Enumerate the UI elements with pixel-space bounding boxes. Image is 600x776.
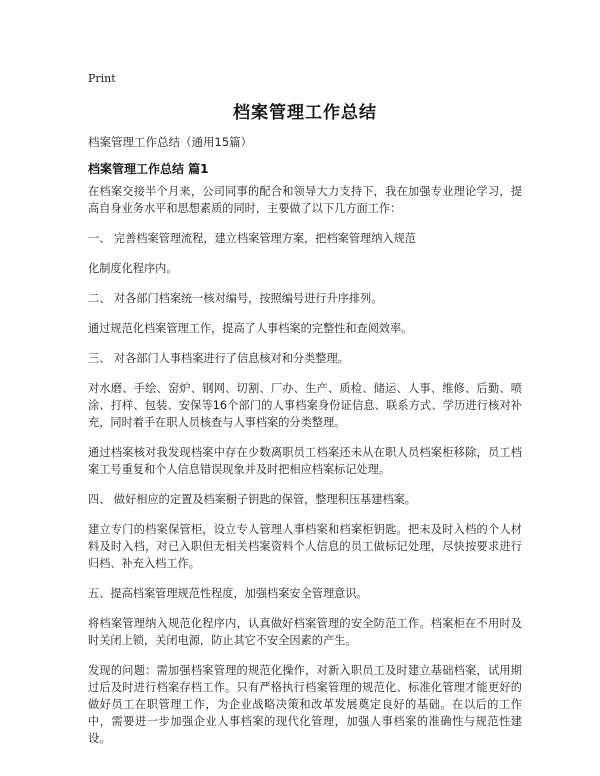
section-heading: 档案管理工作总结 篇1: [88, 162, 209, 176]
paragraph: 化制度化程序内。: [88, 262, 178, 275]
paragraph: 对水磨、手绘、窑炉、钢网、切割、厂办、生产、质检、储运、人事、维修、后勤、喷涂、打样、包装、安保等16个部门的人事档案身份证信息、联系方式、学历进行核对补充，同时着手在职人员核查与人事档案的分类整理。: [88, 382, 522, 429]
paragraph: 一、 完善档案管理流程，建立档案管理方案，把档案管理纳入规范: [88, 232, 416, 245]
paragraph: 通过档案核对我发现档案中存在少数离职员工档案还未从在职人员档案柜移除，员工档案工号重复和个人信息错误现象并及时把相应档案标记处理。: [88, 446, 522, 476]
paragraph: 五、提高档案管理规范性程度，加强档案安全管理意识。: [88, 587, 368, 600]
paragraph: 建立专门的档案保管柜，设立专人管理人事档案和档案柜钥匙。把未及时入档的个人材料及时入档，对已入职但无相关档案资料个人信息的员工做标记处理，尽快按要求进行归档、补充入档工作。: [88, 523, 522, 570]
paragraph: 通过规范化档案管理工作，提高了人事档案的完整性和查阅效率。: [88, 322, 413, 335]
paragraph: 在档案交接半个月来，公司同事的配合和领导大力支持下，我在加强专业理论学习，提高自身业务水平和思想素质的同时，主要做了以下几方面工作：: [88, 185, 522, 215]
paragraph: 三、 对各部门人事档案进行了信息核对和分类整理。: [88, 352, 349, 365]
print-label: Print: [88, 72, 116, 85]
paragraph: 将档案管理纳入规范化程序内，认真做好档案管理的安全防范工作。档案柜在不用时及时关闭上锁，关闭电源，防止其它不安全因素的产生。: [88, 617, 522, 647]
document-subtitle: 档案管理工作总结（通用15篇）: [88, 135, 253, 149]
paragraph: 发现的问题：需加强档案管理的规范化操作，对新入职员工及时建立基础档案，试用期过后及时进行档案存档工作。只有严格执行档案管理的规范化、标准化管理才能更好的做好员工在职管理工作，为企业战略决策和改革发展奠定良好的基础。在以后的工作中，需要进一步加强企业人事档案的现代化管理，加强人事档案的准确性与规范性建设。: [88, 664, 522, 745]
paragraph: 二、 对各部门档案统一核对编号，按照编号进行升序排列。: [88, 292, 383, 305]
paragraph: 四、 做好相应的定置及档案橱子钥匙的保管，整理积压基建档案。: [88, 493, 416, 506]
page-title: 档案管理工作总结: [233, 103, 377, 123]
document-body: [88, 183, 522, 760]
